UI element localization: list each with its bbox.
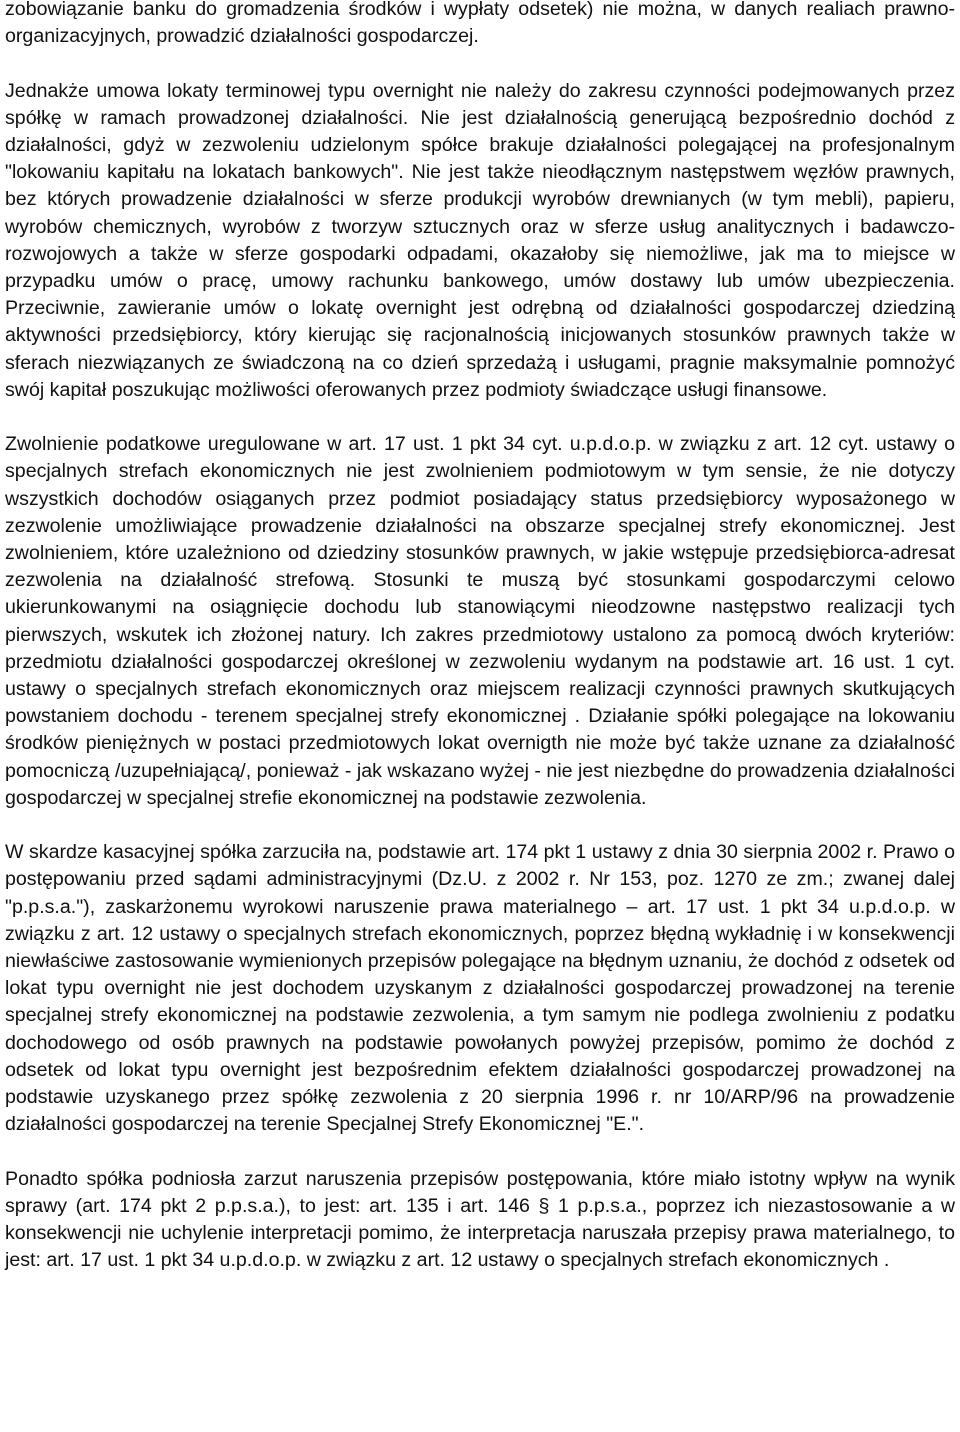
paragraph-4: W skardze kasacyjnej spółka zarzuciła na, podstawie art. 174 pkt 1 ustawy z dnia 30 sierpnia 2002 r. Prawo o postępowaniu przed sądami administracyjnymi (Dz.U. z 2002 r. Nr 153, poz. 1270 ze zm.; zwanej dalej "p.p.s.a."), zaskarżonemu wyrokowi naruszenie prawa materialnego – art. 17 ust. 1 pkt 34 u.p.d.o.p. w związku z art. 12 ustawy o specjalnych strefach ekonomicznych, poprzez błędną wykładnię i w konsekwencji niewłaściwe zastosowanie wymienionych przepisów polegające na błędnym uznaniu, że dochód z odsetek od lokat typu overnight nie jest dochodem uzyskanym z działalności gospodarczej prowadzonej na terenie specjalnej strefy ekonomicznej na podstawie zezwolenia, a tym samym nie podlega zwolnieniu z podatku dochodowego od osób prawnych na podstawie powołanych powyżej przepisów, pomimo że dochód z odsetek od lokat typu overnight jest bezpośrednim efektem działalności gospodarczej prowadzonej na podstawie uzyskanego przez spółkę zezwolenia z 20 sierpnia 1996 r. nr 10/ARP/96 na prowadzenie działalności gospodarczej na terenie Specjalnej Strefy Ekonomicznej "E.". — [5, 841, 955, 1136]
document-page — [5, 0, 955, 1274]
paragraph-1: zobowiązanie banku do gromadzenia środków i wypłaty odsetek) nie można, w danych realiach prawno-organizacyjnych, prowadzić działalności gospodarczej. — [5, 0, 955, 48]
paragraph-2: Jednakże umowa lokaty terminowej typu overnight nie należy do zakresu czynności podejmowanych przez spółkę w ramach prowadzonej działalności. Nie jest działalnością generującą bezpośrednio dochód z działalności, gdyż w zezwoleniu udzielonym spółce brakuje działalności polegającej na profesjonalnym "lokowaniu kapitału na lokatach bankowych". Nie jest także nieodłącznym następstwem węzłów prawnych, bez których prowadzenie działalności w sferze produkcji wyrobów drewnianych (w tym mebli), papieru, wyrobów chemicznych, wyrobów z tworzyw sztucznych oraz w sferze usług analitycznych i badawczo-rozwojowych a także w sferze gospodarki odpadami, okazałoby się niemożliwe, jak ma to miejsce w przypadku umów o pracę, umowy rachunku bankowego, umów dostawy lub umów ubezpieczenia. Przeciwnie, zawieranie umów o lokatę overnight jest odrębną od działalności gospodarczej dziedziną aktywności przedsiębiorcy, który kierując się racjonalnością inicjowanych stosunków prawnych także w sferach niezwiązanych ze świadczoną na co dzień sprzedażą i usługami, pragnie maksymalnie pomnożyć swój kapitał poszukując możliwości oferowanych przez podmioty świadczące usługi finansowe. — [5, 79, 955, 401]
paragraph-5: Ponadto spółka podniosła zarzut naruszenia przepisów postępowania, które miało istotny wpływ na wynik sprawy (art. 174 pkt 2 p.p.s.a.), to jest: art. 135 i art. 146 § 1 p.p.s.a., poprzez ich niezastosowanie a w konsekwencji nie uchylenie interpretacji pomimo, że interpretacja naruszała przepisy prawa materialnego, to jest: art. 17 ust. 1 pkt 34 u.p.d.o.p. w związku z art. 12 ustawy o specjalnych strefach ekonomicznych . — [5, 1167, 955, 1272]
paragraph-3: Zwolnienie podatkowe uregulowane w art. 17 ust. 1 pkt 34 cyt. u.p.d.o.p. w związku z art. 12 cyt. ustawy o specjalnych strefach ekonomicznych nie jest zwolnieniem podmiotowym w tym sensie, że nie dotyczy wszystkich dochodów osiąganych przez podmiot posiadający status przedsiębiorcy wyposażonego w zezwolenie umożliwiające prowadzenie działalności na obszarze specjalnej strefy ekonomicznej. Jest zwolnieniem, które uzależniono od dziedziny stosunków prawnych, w jakie wstępuje przedsiębiorca-adresat zezwolenia na działalność strefową. Stosunki te muszą być stosunkami gospodarczymi celowo ukierunkowanymi na osiągnięcie dochodu lub stanowiącymi nieodzowne następstwo realizacji tych pierwszych, wskutek ich złożonej natury. Ich zakres przedmiotowy ustalono za pomocą dwóch kryteriów: przedmiotu działalności gospodarczej określonej w zezwoleniu wydanym na podstawie art. 16 ust. 1 cyt. ustawy o specjalnych strefach ekonomicznych oraz miejscem realizacji czynności prawnych skutkujących powstaniem dochodu - terenem specjalnej strefy ekonomicznej . Działanie spółki polegające na lokowaniu środków pieniężnych w postaci przedmiotowych lokat overnigth nie może być także uznane za działalność pomocniczą /uzupełniającą/, ponieważ - jak wskazano wyżej - nie jest niezbędne do prowadzenia działalności gospodarczej w specjalnej strefie ekonomicznej na podstawie zezwolenia. — [5, 433, 955, 809]
